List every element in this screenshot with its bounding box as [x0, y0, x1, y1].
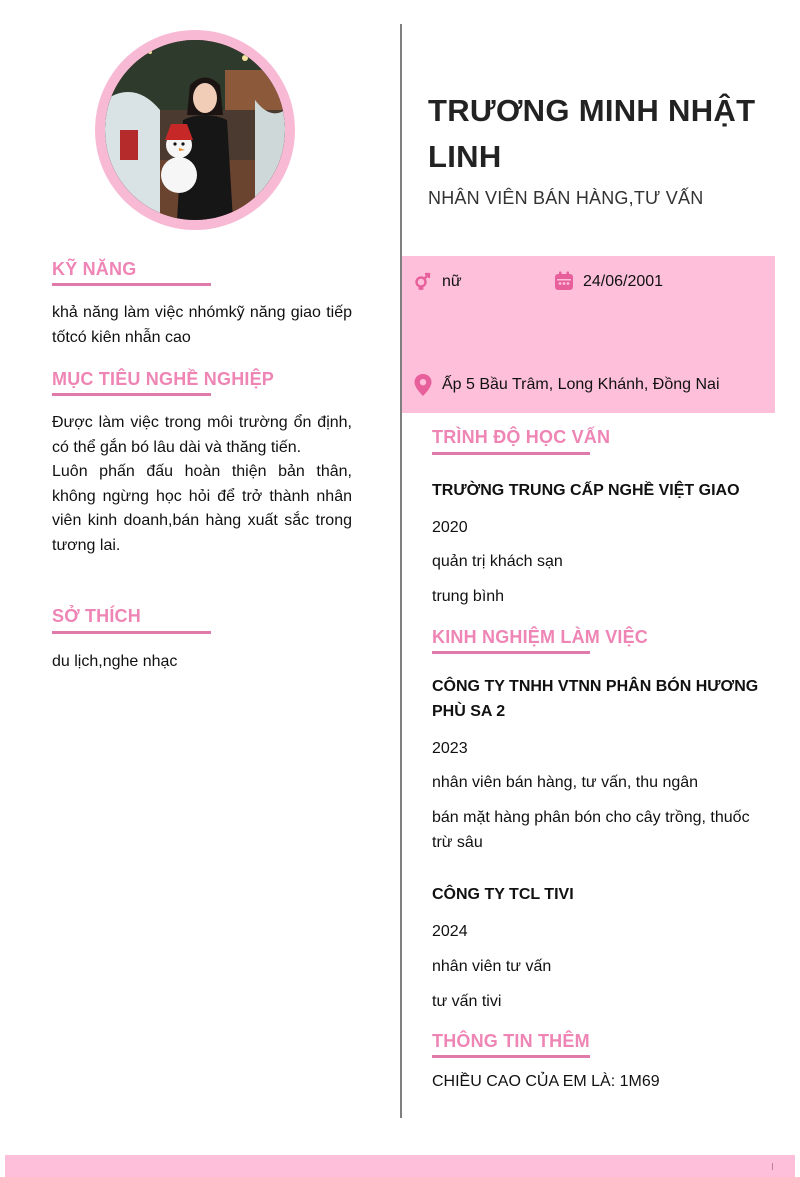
avatar-frame: [95, 30, 295, 230]
job-1-year: 2023: [432, 740, 468, 757]
education-rank: trung bình: [432, 588, 505, 605]
objective-text: [52, 411, 352, 558]
job-1-description: bán mặt hàng phân bón cho cây trồng, thuốc trừ sâu: [432, 809, 750, 851]
candidate-name: TRƯƠNG MINH NHẬT LINH: [428, 93, 756, 174]
birthdate-value: 24/06/2001: [583, 273, 664, 290]
job-1-position: nhân viên bán hàng, tư vấn, thu ngân: [432, 774, 699, 791]
objective-line-1: Được làm việc trong môi trường ổn định, có thể gắn bó lâu dài và thăng tiến.: [52, 414, 352, 456]
hobbies-text: du lịch,nghe nhạc: [52, 653, 178, 670]
job-2-position: nhân viên tư vấn: [432, 958, 552, 975]
education-year: 2020: [432, 519, 468, 536]
calendar-icon: [554, 271, 574, 291]
experience-rule: [432, 651, 590, 654]
additional-text: CHIỀU CAO CỦA EM LÀ: 1M69: [432, 1073, 660, 1090]
objective-line-2: Luôn phấn đấu hoàn thiện bản thân, không ngừng học hỏi để trở thành nhân viên kinh doanh,bán hàng xuất sắc trong tương lai.: [52, 463, 352, 554]
skills-text: khả năng làm việc nhómkỹ năng giao tiếp tốtcó kiên nhẫn cao: [52, 304, 352, 346]
footer-bar: [5, 1155, 795, 1177]
skills-title: KỸ NĂNG: [52, 259, 137, 279]
objective-rule: [52, 393, 211, 396]
additional-title: THÔNG TIN THÊM: [432, 1031, 590, 1051]
job-2-description: tư vấn tivi: [432, 993, 502, 1010]
job-2-year: 2024: [432, 923, 468, 940]
gender-value: nữ: [442, 273, 462, 290]
gender-icon: [413, 271, 433, 291]
education-rule: [432, 452, 590, 455]
hobbies-title: SỞ THÍCH: [52, 606, 141, 626]
additional-rule: [432, 1055, 590, 1058]
column-divider: [400, 24, 402, 1118]
objective-title: MỤC TIÊU NGHỀ NGHIỆP: [52, 369, 275, 389]
profile-photo: [105, 40, 285, 220]
education-title: TRÌNH ĐỘ HỌC VẤN: [432, 427, 611, 447]
avatar: [105, 40, 285, 220]
location-pin-icon: [414, 374, 432, 396]
education-major: quản trị khách sạn: [432, 553, 563, 570]
experience-title: KINH NGHIỆM LÀM VIỆC: [432, 627, 649, 647]
address-value: Ấp 5 Bầu Trâm, Long Khánh, Đồng Nai: [442, 376, 720, 393]
job-2-company: CÔNG TY TCL TIVI: [432, 886, 574, 903]
job-1-company: CÔNG TY TNHH VTNN PHÂN BÓN HƯƠNG PHÙ SA 2: [432, 678, 759, 720]
footer-mark: [772, 1163, 773, 1170]
job-title: NHÂN VIÊN BÁN HÀNG,TƯ VẤN: [428, 188, 704, 208]
personal-info-panel: [402, 256, 775, 413]
education-school: TRƯỜNG TRUNG CẤP NGHỀ VIỆT GIAO: [432, 482, 740, 499]
skills-rule: [52, 283, 211, 286]
hobbies-rule: [52, 631, 211, 634]
